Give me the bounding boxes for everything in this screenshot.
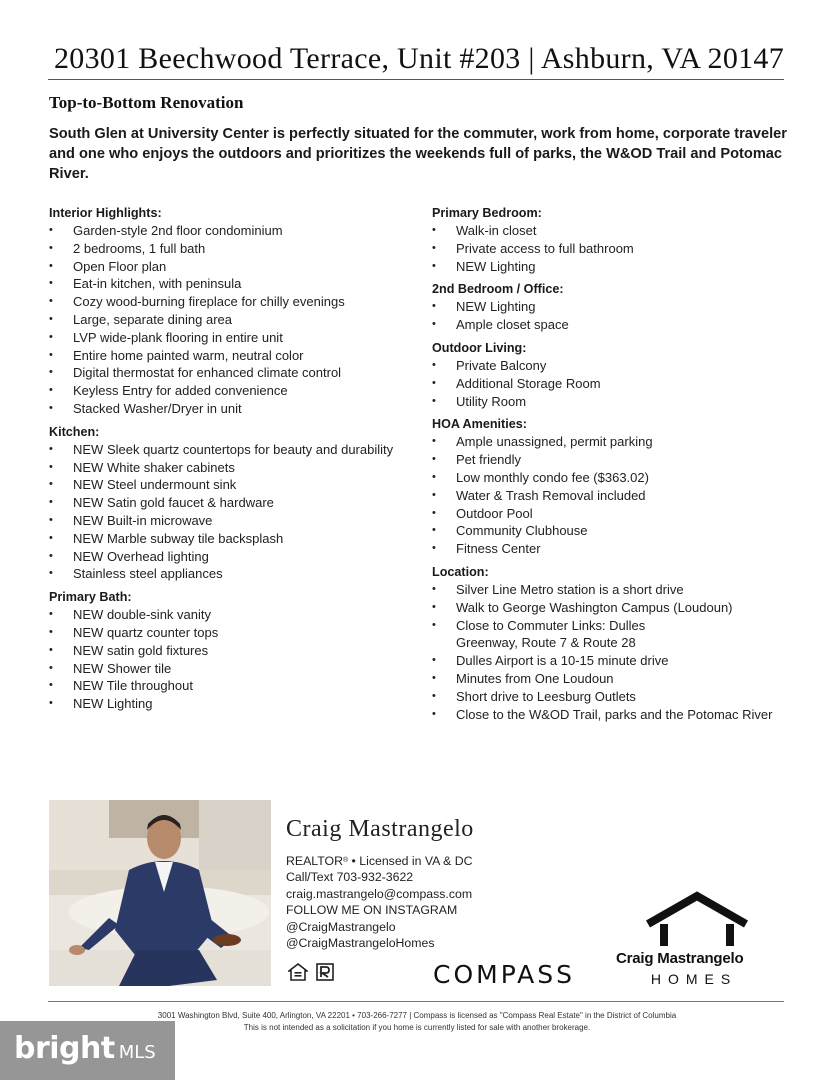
list-item: • Garden-style 2nd floor condominium (49, 222, 419, 240)
follow-label: FOLLOW ME ON INSTAGRAM (286, 903, 458, 918)
realtor-r-icon (316, 963, 334, 981)
features-left-column (49, 205, 419, 713)
agent-photo (49, 800, 271, 986)
house-roof-icon (642, 890, 752, 948)
team-logo-tagline: HOMES (650, 971, 738, 987)
compliance-icons (288, 963, 334, 981)
list-item: • Large, separate dining area (49, 311, 419, 329)
list-item: • Ample closet space (432, 316, 802, 334)
list-item: • LVP wide-plank flooring in entire unit (49, 329, 419, 347)
list-item: • NEW Lighting (432, 298, 802, 316)
feature-section-second-bedroom (432, 281, 802, 334)
list-item: • NEW double-sink vanity (49, 606, 419, 624)
team-logo (612, 890, 782, 990)
list-item: • Private Balcony (432, 357, 802, 375)
list-item: • NEW Satin gold faucet & hardware (49, 494, 419, 512)
list-item: • NEW quartz counter tops (49, 624, 419, 642)
list-item: • Minutes from One Loudoun (432, 670, 802, 688)
list-item: • 2 bedrooms, 1 full bath (49, 240, 419, 258)
list-item: • Stainless steel appliances (49, 565, 419, 583)
section-title: Kitchen: (49, 424, 100, 439)
agent-license-line (286, 853, 473, 869)
features-right-column (432, 205, 802, 723)
property-address-title: 20301 Beechwood Terrace, Unit #203 | Ashburn, VA 20147 (54, 42, 785, 75)
footer-divider (48, 1001, 784, 1002)
list-item: • Silver Line Metro station is a short drive (432, 581, 802, 599)
list-item: • NEW Sleek quartz countertops for beauty and durability (49, 441, 419, 459)
header-divider (48, 79, 784, 80)
list-item: • Walk-in closet (432, 222, 802, 240)
list-item: • Short drive to Leesburg Outlets (432, 688, 802, 706)
list-item: • Additional Storage Room (432, 375, 802, 393)
list-item: • Close to Commuter Links: Dulles Greenway, Route 7 & Route 28 (432, 617, 706, 653)
agent-phone[interactable]: Call/Text 703-932-3622 (286, 870, 414, 885)
list-item: • NEW Lighting (432, 258, 802, 276)
instagram-handle-1[interactable]: @CraigMastrangelo (286, 919, 396, 934)
list-item: • NEW Tile throughout (49, 677, 419, 695)
list-item: • Digital thermostat for enhanced climate control (49, 364, 419, 382)
list-item: • Community Clubhouse (432, 522, 802, 540)
list-item: • NEW Marble subway tile backsplash (49, 530, 419, 548)
feature-section-primary-bedroom (432, 205, 802, 275)
footer-disclaimer: This is not intended as a solicitation if you home is currently listed for sale with another brokerage. (243, 1023, 591, 1032)
section-title: Primary Bath: (49, 590, 132, 605)
list-item: • NEW Shower tile (49, 660, 419, 678)
list-item: • Ample unassigned, permit parking (432, 433, 802, 451)
list-item: • Low monthly condo fee ($363.02) (432, 469, 802, 487)
list-item: • Dulles Airport is a 10-15 minute drive (432, 652, 802, 670)
section-title: Outdoor Living: (432, 340, 527, 355)
footer-address-line: 3001 Washington Blvd, Suite 400, Arlington, VA 22201 • 703-266-7277 | Compass is licensed as "Compass Real Estate" in the District of Columbia (157, 1011, 677, 1020)
list-item: • NEW Built-in microwave (49, 512, 419, 530)
agent-photo-illustration (49, 800, 271, 986)
list-item: • Fitness Center (432, 540, 802, 558)
list-item: • Entire home painted warm, neutral color (49, 347, 419, 365)
bright-brand: bright (14, 1031, 115, 1066)
section-title: Primary Bedroom: (432, 206, 542, 220)
list-item: • NEW Steel undermount sink (49, 476, 419, 494)
list-item: • NEW Overhead lighting (49, 548, 419, 566)
agent-contact-info (286, 853, 473, 951)
realtor-label: REALTOR (286, 854, 343, 868)
list-item: • Private access to full bathroom (432, 240, 802, 258)
list-item: • Close to the W&OD Trail, parks and the Potomac River (432, 706, 802, 724)
section-title: Location: (432, 564, 489, 579)
feature-section-hoa (432, 416, 802, 558)
instagram-handle-2[interactable]: @CraigMastrangeloHomes (286, 936, 435, 951)
list-item: • Eat-in kitchen, with peninsula (49, 275, 419, 293)
feature-section-outdoor (432, 340, 802, 410)
compass-logo: COMPASS (433, 960, 576, 989)
registered-mark: ® (342, 857, 349, 864)
list-item: • NEW Lighting (49, 695, 419, 713)
section-title: HOA Amenities: (432, 417, 527, 432)
agent-name: Craig Mastrangelo (286, 816, 474, 842)
mls-label: MLS (118, 1042, 156, 1063)
list-item: • Outdoor Pool (432, 505, 802, 523)
list-item: • Water & Trash Removal included (432, 487, 802, 505)
bright-mls-watermark (0, 1021, 175, 1080)
list-item: • Utility Room (432, 393, 802, 411)
feature-section-kitchen (49, 424, 419, 583)
bright-mls-logo (14, 1031, 156, 1066)
list-item: • Pet friendly (432, 451, 802, 469)
list-item: • Stacked Washer/Dryer in unit (49, 400, 419, 418)
feature-section-location (432, 564, 802, 723)
section-title: Interior Highlights: (49, 206, 162, 220)
equal-housing-icon (288, 963, 308, 981)
renovation-heading: Top-to-Bottom Renovation (49, 93, 244, 112)
list-item: • Open Floor plan (49, 258, 419, 276)
list-item: • Keyless Entry for added convenience (49, 382, 419, 400)
list-item: • NEW White shaker cabinets (49, 459, 419, 477)
feature-section-interior (49, 205, 419, 418)
agent-email[interactable]: craig.mastrangelo@compass.com (286, 886, 473, 901)
section-title: 2nd Bedroom / Office: (432, 282, 564, 297)
list-item: • Walk to George Washington Campus (Loudoun) (432, 599, 802, 617)
list-item: • NEW satin gold fixtures (49, 642, 419, 660)
intro-paragraph: South Glen at University Center is perfectly situated for the commuter, work from home, corporate traveler and one who enjoys the outdoors and prioritizes the weekends full of parks, the W&OD Trail and Potomac River. (49, 126, 787, 182)
license-text: • Licensed in VA & DC (351, 854, 473, 868)
feature-section-primary-bath (49, 589, 419, 713)
list-item: • Cozy wood-burning fireplace for chilly evenings (49, 293, 419, 311)
team-logo-name: Craig Mastrangelo (616, 950, 744, 967)
